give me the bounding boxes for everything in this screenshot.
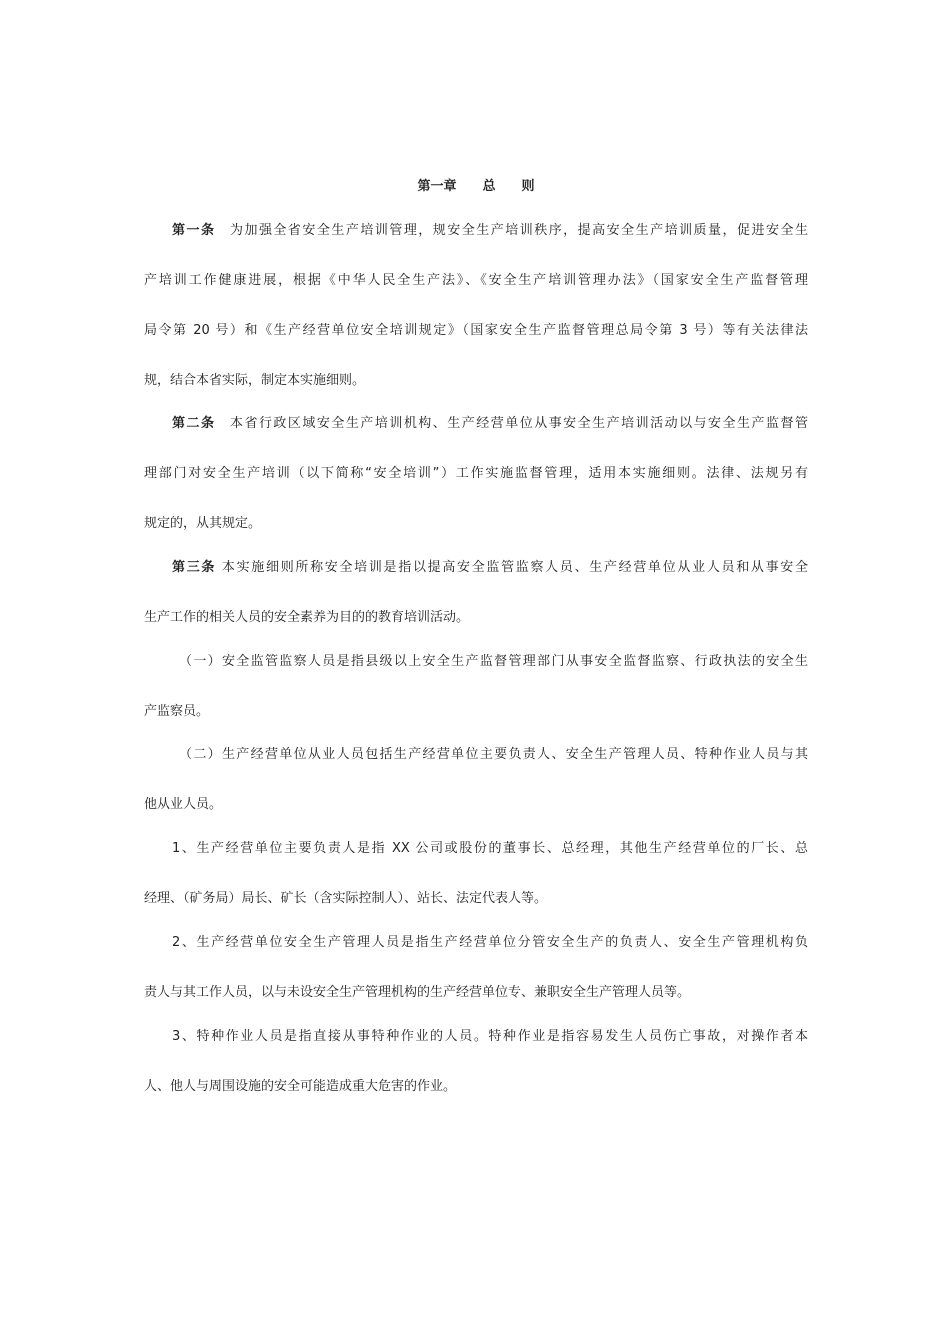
sub-item-1-line-1: 1、生产经营单位主要负责人是指 XX 公司或股份的董事长、总经理，其他生产经营单位的厂长、总 (172, 841, 808, 856)
sub-item-3-line-1: 3、特种作业人员是指直接从事特种作业的人员。特种作业是指容易发生人员伤亡事故，对操作者本 (172, 1029, 808, 1044)
article-2-line-1: 第二条 本省行政区域安全生产培训机构、生产经营单位从事安全生产培训活动以与安全生产监督管 (172, 416, 808, 431)
article-3-line-2: 生产工作的相关人员的安全素养为目的的教育培训活动。 (144, 610, 470, 625)
item-1-line-2: 产监察员。 (144, 704, 210, 719)
article-1-line-4: 规，结合本省实际，制定本实施细则。 (144, 373, 366, 388)
article-2-line-2: 理部门对安全生产培训（以下简称“安全培训”）工作实施监督管理，适用本实施细则。法律、法规另有 (144, 466, 808, 481)
item-2-line-2: 他从业人员。 (144, 797, 223, 812)
article-1-line-1: 第一条 为加强全省安全生产培训管理，规安全生产培训秩序，提高安全生产培训质量，促进安全生 (172, 223, 808, 238)
chapter-title: 第一章 总 则 (417, 179, 535, 194)
article-3-line-1: 第三条 本实施细则所称安全培训是指以提高安全监管监察人员、生产经营单位从业人员和从事安全 (172, 560, 808, 575)
sub-item-2-line-1: 2、生产经营单位安全生产管理人员是指生产经营单位分管安全生产的负责人、安全生产管理机构负 (172, 935, 808, 950)
item-1-line-1: （一）安全监管监察人员是指县级以上安全生产监督管理部门从事安全监督监察、行政执法的安全生 (179, 654, 808, 669)
article-3-label: 第三条 (172, 560, 217, 575)
sub-item-2-line-2: 责人与其工作人员，以与未设安全生产管理机构的生产经营单位专、兼职安全生产管理人员等。 (144, 985, 691, 1000)
article-1-label: 第一条 (172, 223, 216, 238)
article-1-line-3: 局令第 20 号）和《生产经营单位安全培训规定》（国家安全生产监督管理总局令第 3 号）等有关法律法 (144, 323, 808, 338)
article-1-line-2: 产培训工作健康进展，根据《中华人民全生产法》、《安全生产培训管理办法》（国家安全生产监督管理 (144, 273, 808, 288)
article-2-label: 第二条 (172, 416, 216, 431)
article-2-line-3: 规定的，从其规定。 (144, 516, 262, 531)
sub-item-3-line-2: 人、他人与周围设施的安全可能造成重大危害的作业。 (144, 1079, 457, 1094)
sub-item-1-line-2: 经理、（矿务局）局长、矿长（含实际控制人）、站长、法定代表人等。 (144, 891, 548, 906)
item-2-line-1: （二）生产经营单位从业人员包括生产经营单位主要负责人、安全生产管理人员、特种作业人员与其 (179, 747, 808, 762)
